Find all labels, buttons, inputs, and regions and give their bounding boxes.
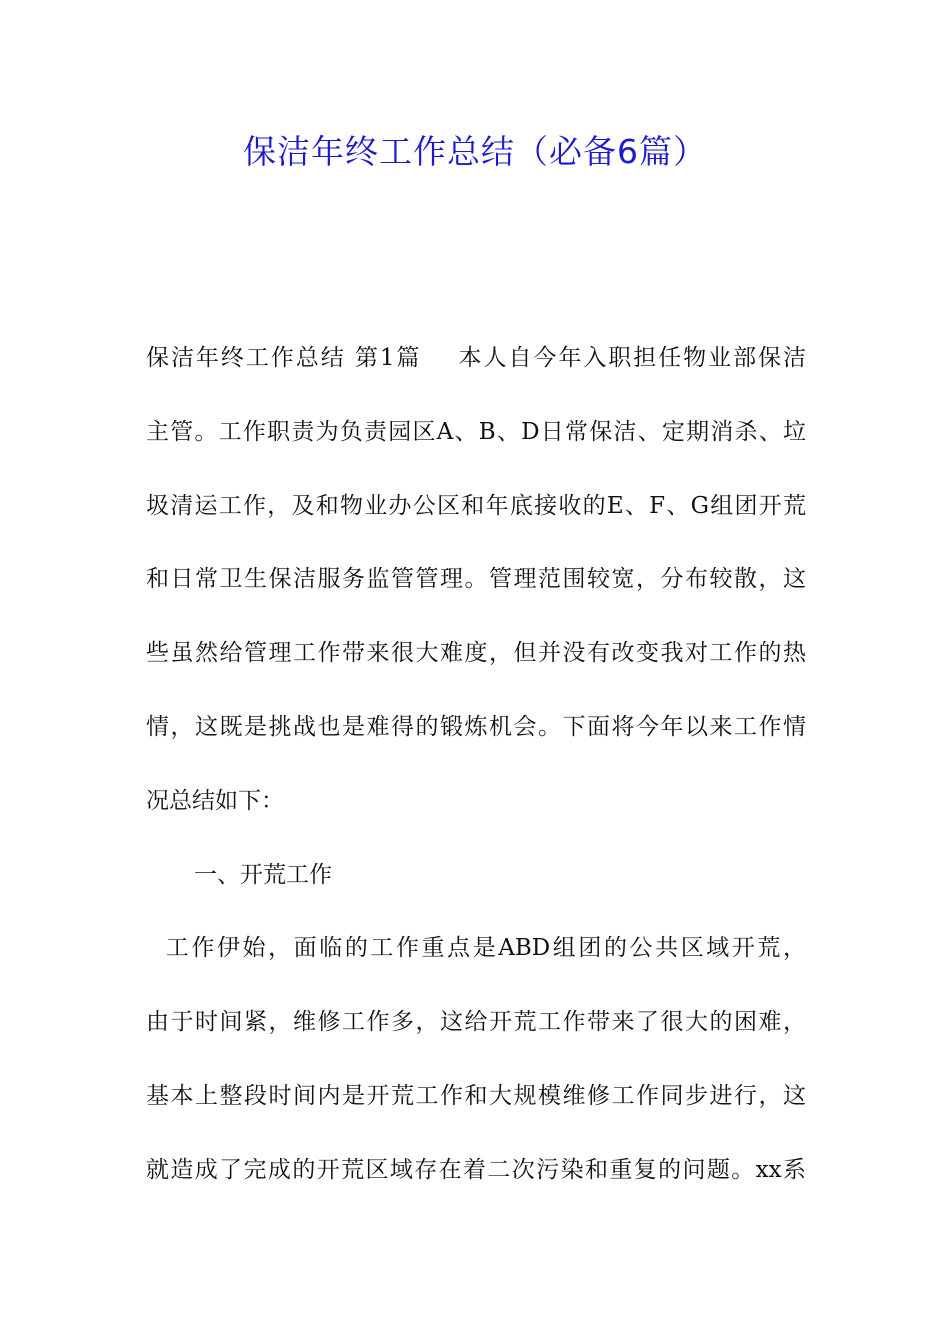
text-line: 圾清运工作，及和物业办公区和年底接收的E、F、G组团开荒 [146,492,806,519]
document-title: 保洁年终工作总结（必备6篇） [243,132,707,171]
document-body [146,334,806,1220]
text-line: 由于时间紧，维修工作多，这给开荒工作带来了很大的困难， [146,1009,806,1036]
text-line: 基本上整段时间内是开荒工作和大规模维修工作同步进行，这 [146,1082,806,1109]
section-heading: 一、开荒工作 [194,861,332,888]
text-line: 主管。工作职责为负责园区A、B、D日常保洁、定期消杀、垃 [146,418,806,445]
text-line: 些虽然给管理工作带来很大难度，但并没有改变我对工作的热 [146,640,806,667]
text-line: 况总结如下： [146,787,284,814]
text-line: 就造成了完成的开荒区域存在着二次污染和重复的问题。xx系 [146,1156,806,1183]
text-line: 和日常卫生保洁服务监管管理。管理范围较宽，分布较散，这 [146,566,806,593]
text-line: 保洁年终工作总结 第1篇 本人自今年入职担任物业部保洁 [146,345,806,371]
text-line: 工作伊始，面临的工作重点是ABD组团的公共区域开荒， [146,935,806,962]
text-line: 情，这既是挑战也是难得的锻炼机会。下面将今年以来工作情 [146,713,806,740]
